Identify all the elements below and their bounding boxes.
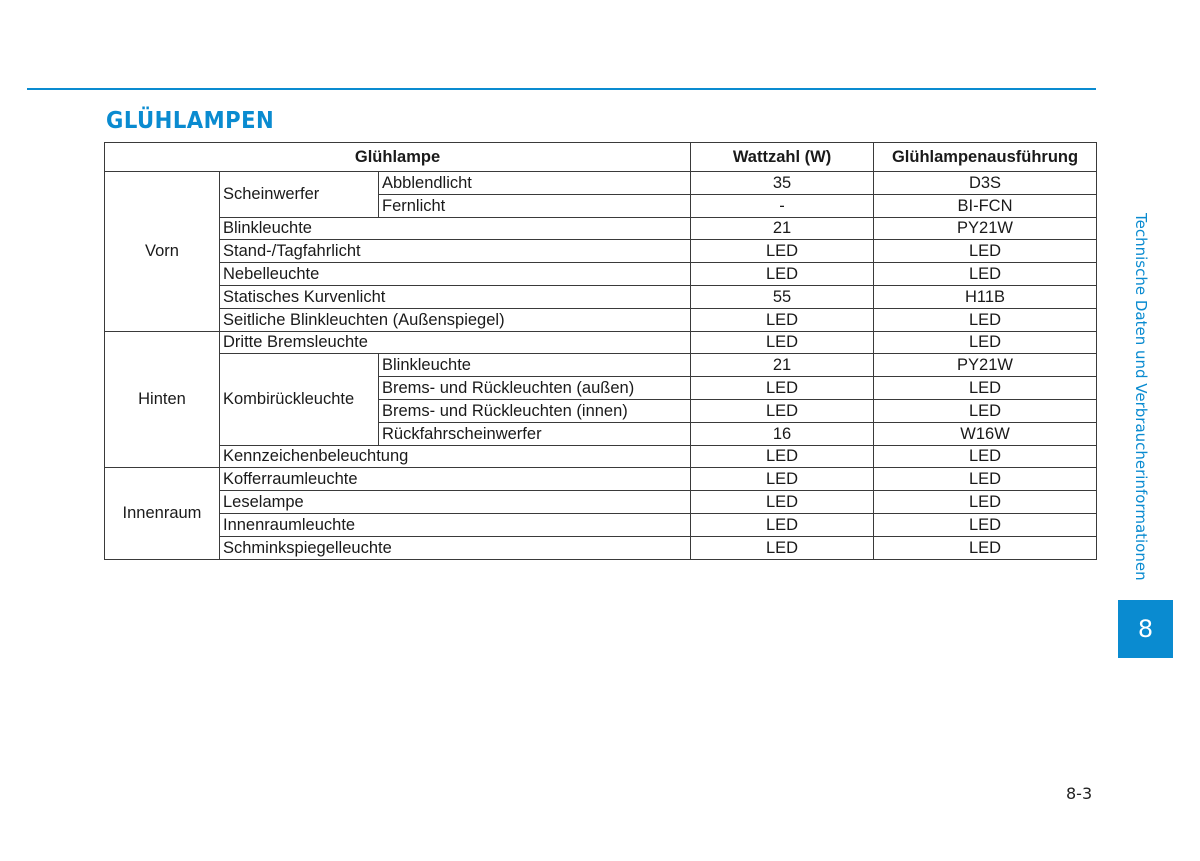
bulb-wattage: LED [691,445,874,468]
bulb-name: Seitliche Blinkleuchten (Außenspiegel) [220,308,691,331]
bulb-type: LED [874,308,1097,331]
bulb-wattage: 16 [691,422,874,445]
table-row [105,172,1097,195]
bulb-name: Stand-/Tagfahrlicht [220,240,691,263]
header-bulb: Glühlampe [105,143,691,172]
top-divider [27,88,1096,90]
bulb-wattage: LED [691,513,874,536]
bulb-wattage: LED [691,468,874,491]
bulb-wattage: LED [691,536,874,559]
bulb-wattage: LED [691,308,874,331]
bulb-name: Innenraumleuchte [220,513,691,536]
subgroup-headlamp: Scheinwerfer [220,172,379,218]
bulb-name: Schminkspiegelleuchte [220,536,691,559]
bulb-type: LED [874,240,1097,263]
table-row [105,468,1097,491]
bulb-name: Leselampe [220,491,691,514]
subgroup-combination-rear-lamp: Kombirückleuchte [220,354,379,445]
bulb-wattage: LED [691,491,874,514]
bulb-wattage: 55 [691,285,874,308]
bulb-type: W16W [874,422,1097,445]
table-row [105,513,1097,536]
chapter-tab [1118,600,1173,658]
bulb-table [104,142,1097,560]
bulb-type: LED [874,468,1097,491]
chapter-side-label: Technische Daten und Verbraucherinformationen [1132,213,1150,581]
bulb-type: PY21W [874,354,1097,377]
bulb-type: BI-FCN [874,194,1097,217]
bulb-name: Blinkleuchte [220,217,691,240]
table-row [105,285,1097,308]
table-row [105,354,1097,377]
table-row [105,331,1097,354]
bulb-type: D3S [874,172,1097,195]
chapter-number: 8 [1137,615,1154,643]
bulb-wattage: 21 [691,217,874,240]
bulb-type: LED [874,536,1097,559]
bulb-name: Brems- und Rückleuchten (außen) [379,377,691,400]
table-row [105,491,1097,514]
bulb-type: LED [874,513,1097,536]
bulb-type: H11B [874,285,1097,308]
bulb-type: LED [874,399,1097,422]
bulb-type: LED [874,263,1097,286]
table-header-row [105,143,1097,172]
bulb-wattage: LED [691,263,874,286]
header-bulb-type: Glühlampenausführung [874,143,1097,172]
bulb-type: LED [874,331,1097,354]
bulb-wattage: 21 [691,354,874,377]
page-title: GLÜHLAMPEN [106,108,275,134]
group-interior: Innenraum [105,468,220,559]
bulb-name: Blinkleuchte [379,354,691,377]
bulb-wattage: - [691,194,874,217]
bulb-name: Fernlicht [379,194,691,217]
bulb-name: Statisches Kurvenlicht [220,285,691,308]
table-row [105,536,1097,559]
bulb-wattage: LED [691,240,874,263]
bulb-type: LED [874,491,1097,514]
bulb-name: Kennzeichenbeleuchtung [220,445,691,468]
bulb-type: LED [874,377,1097,400]
bulb-name: Kofferraumleuchte [220,468,691,491]
page-number: 8-3 [1066,784,1093,803]
bulb-name: Brems- und Rückleuchten (innen) [379,399,691,422]
bulb-wattage: LED [691,377,874,400]
bulb-name: Dritte Bremsleuchte [220,331,691,354]
group-rear: Hinten [105,331,220,468]
group-front: Vorn [105,172,220,332]
bulb-wattage: LED [691,331,874,354]
table-row [105,217,1097,240]
table-row [105,308,1097,331]
table-row [105,263,1097,286]
bulb-wattage: LED [691,399,874,422]
header-wattage: Wattzahl (W) [691,143,874,172]
table-row [105,240,1097,263]
bulb-name: Abblendlicht [379,172,691,195]
bulb-name: Nebelleuchte [220,263,691,286]
bulb-name: Rückfahrscheinwerfer [379,422,691,445]
table-row [105,445,1097,468]
bulb-type: PY21W [874,217,1097,240]
bulb-wattage: 35 [691,172,874,195]
bulb-type: LED [874,445,1097,468]
